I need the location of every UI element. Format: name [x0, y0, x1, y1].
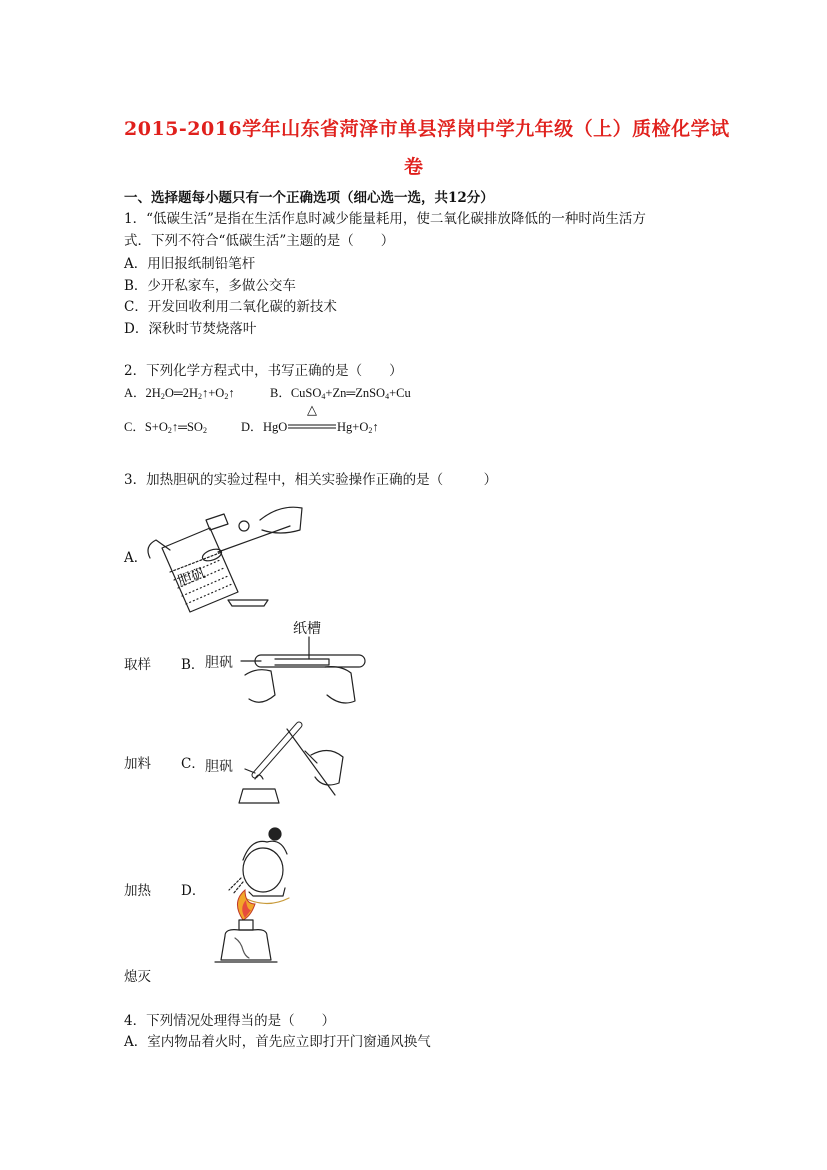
q1-stem-line2: 式．下列不符合“低碳生活”主题的是（ ） — [124, 233, 395, 249]
q2-d-part: Hg+O — [337, 420, 369, 434]
q3-option-b-name: 加料 — [124, 756, 151, 772]
page-title-continued: 卷 — [404, 156, 424, 178]
q3-option-b-label: B． — [181, 657, 205, 673]
q3-fig-b-label-trough: 纸槽 — [293, 621, 321, 637]
q3-option-a-name: 取样 — [124, 657, 151, 673]
q2-b-part: CuSO — [290, 386, 322, 400]
q3-fig-b-label-sample: 胆矾 — [205, 655, 233, 671]
q2-a-sub: 2 — [160, 392, 165, 401]
q2-a-part: 2H — [145, 386, 161, 400]
q3-figure-d-extinguish — [205, 820, 305, 968]
q2-b-part: +Zn═ZnSO — [325, 386, 386, 400]
q2-b-label: B． — [270, 386, 291, 400]
q3-figure-b-adding — [205, 615, 370, 710]
q2-stem: 2．下列化学方程式中，书写正确的是（ ） — [124, 363, 403, 379]
q3-stem: 3．加热胆矾的实验过程中，相关实验操作正确的是（ ） — [124, 472, 498, 488]
q2-b-part: +Cu — [389, 386, 411, 400]
q2-option-d-reactant: HgO — [263, 420, 288, 434]
q2-a-label: A． — [124, 386, 146, 400]
q2-a-part: ↑ — [228, 386, 235, 400]
q1-stem-line1: 1．“低碳生活”是指在生活作息时减少能量耗用，使二氧化碳排放降低的一种时尚生活方 — [124, 211, 646, 227]
q1-option-a: A．用旧报纸制铅笔杆 — [124, 256, 256, 272]
q2-a-part: O═2H — [164, 386, 198, 400]
page-title: 2015-2016学年山东省菏泽市单县浮岗中学九年级（上）质检化学试 — [124, 118, 730, 140]
q1-option-c: C．开发回收利用二氧化碳的新技术 — [124, 299, 337, 315]
q2-b-sub: 4 — [321, 392, 326, 401]
q2-b-sub: 4 — [385, 392, 390, 401]
q1-option-b: B．少开私家车，多做公交车 — [124, 278, 296, 294]
q3-figure-a-sampling — [140, 500, 315, 615]
q2-c-label: C． — [124, 420, 145, 434]
section-heading: 一、选择题每小题只有一个正确选项（细心选一选，共12分） — [124, 190, 494, 206]
q2-d-heat-symbol: △ — [307, 402, 317, 417]
q2-a-sub: 2 — [224, 392, 229, 401]
q2-c-sub: 2 — [167, 426, 172, 435]
q3-fig-a-text: 胆矾 — [175, 565, 208, 590]
q3-option-d-name: 熄灭 — [124, 969, 151, 985]
q2-a-part: ↑+O — [201, 386, 225, 400]
q2-d-part: ↑ — [372, 420, 379, 434]
q3-option-d-label: D． — [181, 883, 206, 899]
q2-c-part: S+O — [144, 420, 168, 434]
q2-a-sub: 2 — [197, 392, 202, 401]
q3-option-a-label: A． — [124, 550, 148, 566]
q2-c-part: ↑═SO — [171, 420, 203, 434]
q2-c-sub: 2 — [202, 426, 207, 435]
q3-figure-c-heating — [205, 715, 350, 807]
q3-option-c-label: C． — [181, 756, 205, 772]
q3-fig-c-label: 胆矾 — [205, 759, 233, 775]
q1-option-d: D．深秋时节焚烧落叶 — [124, 321, 257, 337]
q4-stem: 4．下列情况处理得当的是（ ） — [124, 1013, 336, 1029]
q2-option-d-label: D． — [241, 420, 263, 434]
q3-option-c-name: 加热 — [124, 883, 151, 899]
q2-option-d-products — [337, 419, 379, 439]
q2-d-sub: 2 — [368, 426, 373, 435]
q4-option-a: A．室内物品着火时，首先应立即打开门窗通风换气 — [124, 1034, 431, 1050]
